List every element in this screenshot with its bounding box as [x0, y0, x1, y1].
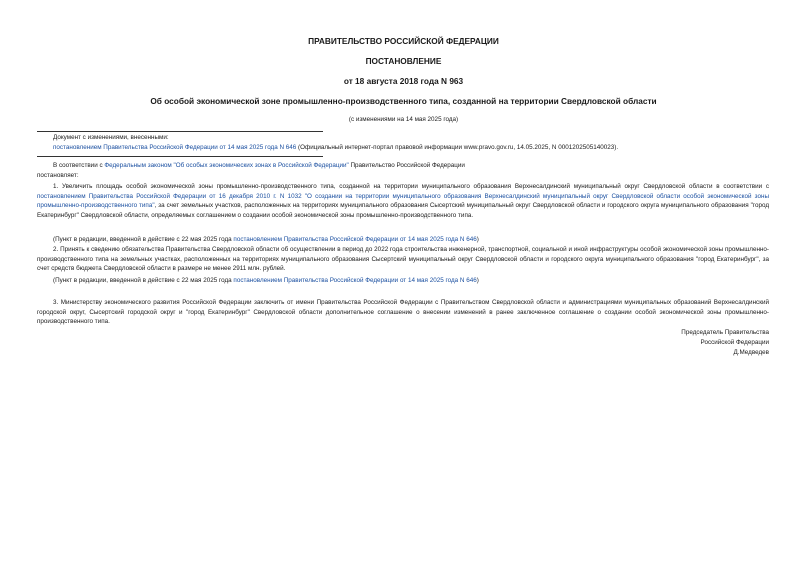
federal-law-link[interactable]: Федеральным законом "Об особых экономических зонах в Российской Федерации" — [104, 162, 349, 169]
preamble-end: Правительство Российской Федерации — [348, 162, 465, 169]
decree-1032-title-link[interactable]: "О создании на территории муниципального образования Верхнесалдинский муниципальный округ Свердловской области особой экономической зоны промышленно-производственного типа" — [37, 192, 770, 210]
document-date-number: от 18 августа 2018 года N 963 — [343, 76, 464, 86]
paragraph-1-text-c: , за счет земельных участков, расположенных на территориях муниципального образования Сысертский муниципальный округ Свердловской области и городского округа муниципального образования "город Екатеринбург" Свердловской области, определяемых соглашением о создании особой экономической зоны промышленно-производственного типа. — [37, 202, 770, 219]
document-type: ПОСТАНОВЛЕНИЕ — [365, 56, 442, 66]
note-1-link[interactable]: постановлением Правительства Российской Федерации от 14 мая 2025 года N 646 — [233, 236, 477, 243]
signature-name: Д.Медведев — [733, 348, 769, 356]
note-1-post: ) — [476, 236, 479, 243]
signature-org: Российской Федерации — [700, 338, 769, 346]
changes-source: (Официальный интернет-портал правовой информации www.pravo.gov.ru, 14.05.2025, N 0001202505140023). — [296, 144, 619, 151]
document-title: Об особой экономической зоне промышленно-производственного типа, созданной на территории Свердловской области — [150, 96, 657, 106]
signature-title: Председатель Правительства — [681, 329, 769, 336]
changes-line — [53, 143, 618, 153]
note-2-link[interactable]: постановлением Правительства Российской Федерации от 14 мая 2025 года N 646 — [233, 277, 477, 284]
note-2-pre: (Пункт в редакции, введенной в действие с 22 мая 2025 года — [53, 277, 234, 284]
paragraph-3: 3. Министерству экономического развития Российской Федерации заключить от имени Правительства Российской Федерации с Правительством Свердловской области и администрациями муниципальных образований Верхнесалдинский городской округ, Сысертский городской округ и "город Екатеринбург" Свердловской области дополнительное соглашение о внесении изменений в ранее заключенное соглашение о создании особой экономической зоны промышленно-производственного типа. — [37, 299, 769, 326]
note-2-post: ) — [476, 277, 479, 284]
preamble — [53, 161, 465, 171]
decree-1032-link[interactable]: постановлением Правительства Российской Федерации от 16 декабря 2010 г. N 1032 — [37, 192, 302, 200]
note-2 — [53, 276, 479, 286]
paragraph-2: 2. Принять к сведению обязательства Правительства Свердловской области об осуществлении в период до 2022 года строительства инженерной, транспортной, социальной и иной инфраструктуры особой экономической зоны промышленно-производственного типа на земельных участках, расположенных на территориях муниципального образования Сысертский муниципальный округ Свердловской области и городского округа муниципального образования "город Екатеринбург", за счет средств бюджета Свердловской области в размере не менее 2911 млн. рублей. — [37, 246, 769, 273]
divider-bottom — [37, 156, 323, 157]
preamble-start: В соответствии с — [53, 162, 105, 169]
note-1 — [53, 235, 479, 245]
government-heading: ПРАВИТЕЛЬСТВО РОССИЙСКОЙ ФЕДЕРАЦИИ — [308, 36, 499, 46]
divider-top — [37, 131, 323, 132]
note-1-pre: (Пункт в редакции, введенной в действие с 22 мая 2025 года — [53, 236, 234, 243]
amendment-link[interactable]: постановлением Правительства Российской Федерации от 14 мая 2025 года N 646 — [53, 144, 297, 151]
revision-note: (с изменениями на 14 мая 2025 года) — [348, 116, 459, 123]
resolves-word: постановляет: — [37, 172, 79, 179]
changes-label: Документ с изменениями, внесенными: — [53, 134, 169, 141]
paragraph-1-text-a: 1. Увеличить площадь особой экономической зоны промышленно-производственного типа, созданной на территории муниципального образования Верхнесалдинский муниципальный округ Свердловской области в соответствии с — [53, 183, 769, 190]
paragraph-1 — [37, 182, 769, 220]
signature-block — [569, 328, 769, 357]
